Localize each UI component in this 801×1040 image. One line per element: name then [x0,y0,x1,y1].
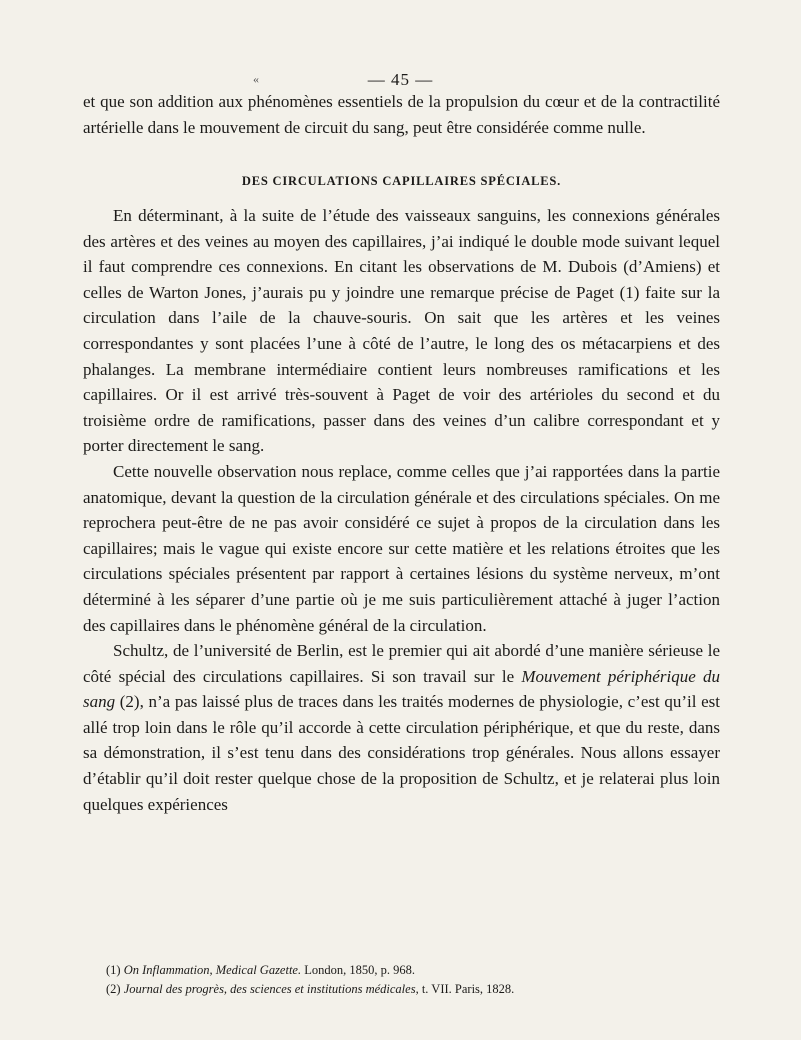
body-text [83,203,720,817]
paragraph-3 [83,638,720,817]
paragraph-2: Cette nouvelle observation nous replace, comme celles que j’ai rapportées dans la partie anatomique, devant la question de la circulation générale et des circulations spéciales. On me reprochera peut-être de ne pas avoir considéré ce sujet à propos de la circulation dans les capillaires; mais le vague qui existe encore sur cette matière et les relations étroites que les circulations spéciales présentent par rapport à certaines lésions du système nerveux, m’ont déterminé à les séparer d’une partie où je me suis particulièrement attaché à juger l’action des capillaires dans le phénomène général de la circulation. [83,461,720,635]
footnote-2 [83,980,720,999]
footnote-1-rest: London, 1850, p. 968. [301,963,415,977]
footnote-1-title: On Inflammation, Medical Gazette. [123,963,302,977]
intro-paragraph [83,89,720,140]
footnotes [83,961,720,999]
footnote-1-marker: (1) [106,963,124,977]
footnote-1 [83,961,720,980]
paragraph-3-start: Schultz, de l’université de Berlin, est le premier qui ait abordé d’une manière sérieuse le côté spécial des circulations capillaires. Si son travail sur le [83,641,720,686]
intro-text: et que son addition aux phénomènes essentiels de la propulsion du cœur et de la contractilité artérielle dans le mouvement de circuit du sang, peut être considérée comme nulle. [83,92,720,137]
section-heading: DES CIRCULATIONS CAPILLAIRES SPÉCIALES. [241,174,562,188]
page-mark: « [253,72,259,86]
paragraph-3-title: Mouvement périphérique du sang [83,666,720,712]
page-number: — 45 — [367,70,434,89]
footnote-2-rest: , t. VII. Paris, 1828. [415,982,515,996]
footnote-2-title: Journal des progrès, des sciences et institutions médicales [123,982,416,996]
paragraph-1: En déterminant, à la suite de l’étude des vaisseaux sanguins, les connexions générales des artères et des veines au moyen des capillaires, j’ai indiqué le double mode suivant lequel il faut comprendre ces connexions. En citant les observations de M. Dubois (d’Amiens) et celles de Warton Jones, j’aurais pu y joindre une remarque précise de Paget (1) faite sur la circulation dans l’aile de la chauve-souris. On sait que les artères et les veines correspondantes y sont placées l’une à côté de l’autre, le long des os métacarpiens et des phalanges. La membrane intermédiaire contient leurs nombreuses ramifications et les capillaires. Or il est arrivé très-souvent à Paget de voir des artérioles du second et du troisième ordre de ramifications, passer dans des veines d’un calibre correspondant et y porter directement le sang. [83,206,720,456]
footnote-2-marker: (2) [106,982,124,996]
paragraph-3-end: (2), n’a pas laissé plus de traces dans les traités modernes de physiologie, c’est qu’il est allé trop loin dans le rôle qu’il accorde à cette circulation périphérique, et que du reste, dans sa démonstration, il s’est tenu dans des considérations trop générales. Nous allons essayer d’établir qu’il doit rester quelque chose de la proposition de Schultz, et je relaterai plus loin quelques expériences [83,692,720,814]
